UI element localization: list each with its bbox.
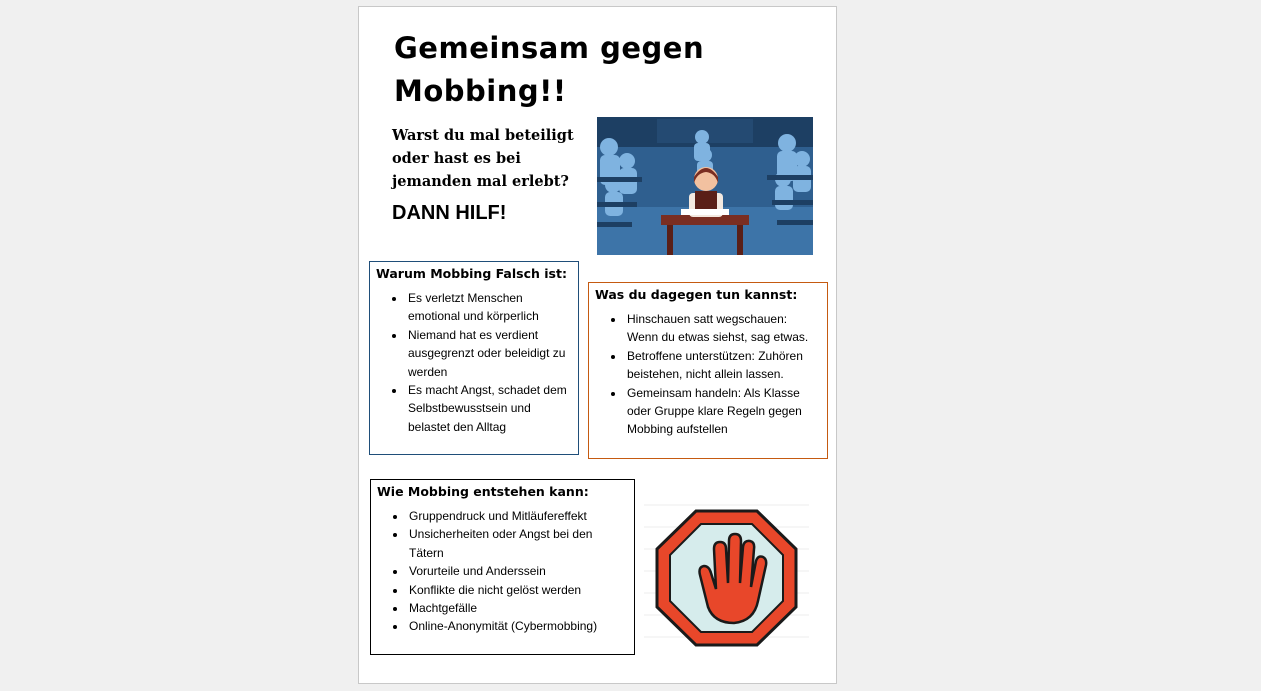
- how-mobbing-arises-box: [370, 479, 635, 655]
- list-item: • Konflikte die nicht gelöst werden: [407, 581, 628, 599]
- question-text: Warst du mal beteiligt oder hast es bei jemanden mal erlebt?: [392, 127, 574, 190]
- why-mobbing-list: [376, 289, 572, 436]
- call-to-action: DANN HILF!: [392, 202, 507, 224]
- list-item: • Gruppendruck und Mitläufereffekt: [407, 507, 628, 525]
- list-item: • Es macht Angst, schadet dem Selbstbewusstsein und belastet den Alltag: [406, 381, 572, 436]
- stop-hand-icon: [644, 497, 809, 659]
- list-item: • Vorurteile und Anderssein: [407, 562, 628, 580]
- page-title: Gemeinsam gegen Mobbing!!: [394, 31, 705, 108]
- how-mobbing-arises-heading: Wie Mobbing entstehen kann:: [377, 484, 589, 499]
- list-item: • Es verletzt Menschen emotional und körperlich: [406, 289, 572, 326]
- list-item: • Gemeinsam handeln: Als Klasse oder Gruppe klare Regeln gegen Mobbing aufstellen: [625, 384, 821, 439]
- what-to-do-box: [588, 282, 828, 459]
- list-item: • Machtgefälle: [407, 599, 628, 617]
- why-mobbing-box: [369, 261, 579, 455]
- list-item: • Online-Anonymität (Cybermobbing): [407, 617, 628, 635]
- list-item: • Betroffene unterstützen: Zuhören beistehen, nicht allein lassen.: [625, 347, 821, 384]
- document-page: [358, 6, 837, 684]
- how-mobbing-arises-list: [377, 507, 628, 636]
- list-item: • Niemand hat es verdient ausgegrenzt oder beleidigt zu werden: [406, 326, 572, 381]
- what-to-do-heading: Was du dagegen tun kannst:: [595, 287, 798, 302]
- what-to-do-list: [595, 310, 821, 439]
- classroom-illustration: [597, 117, 813, 255]
- why-mobbing-heading: Warum Mobbing Falsch ist:: [376, 266, 567, 281]
- list-item: • Hinschauen satt wegschauen: Wenn du etwas siehst, sag etwas.: [625, 310, 821, 347]
- list-item: • Unsicherheiten oder Angst bei den Tätern: [407, 525, 628, 562]
